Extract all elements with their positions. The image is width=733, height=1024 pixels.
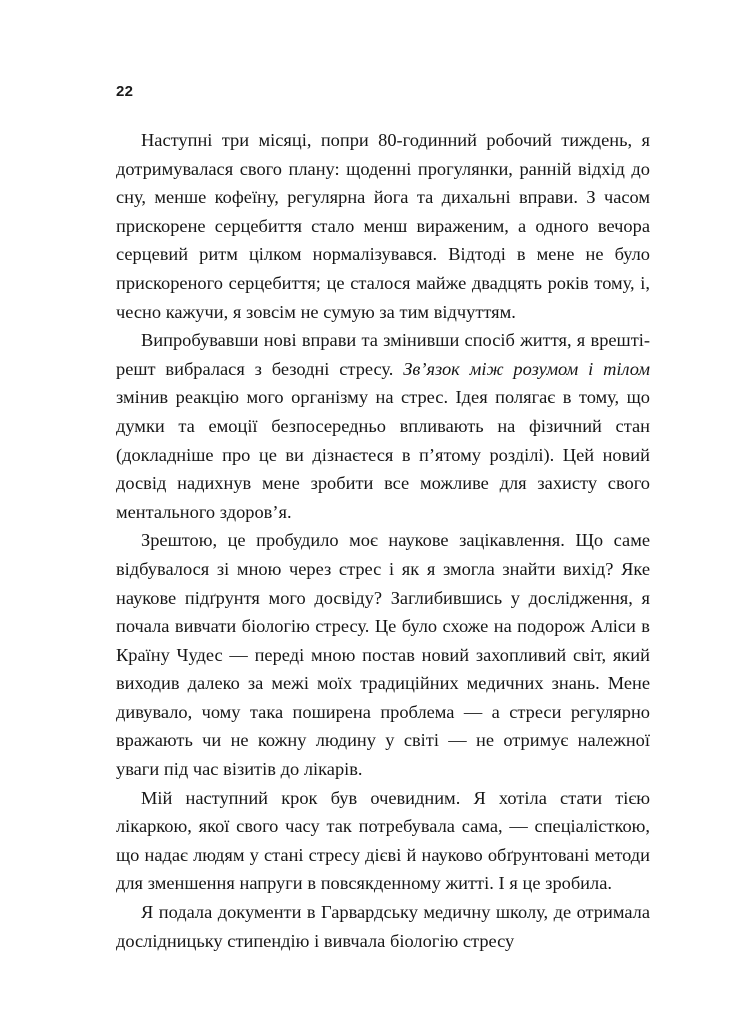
paragraph-4: Мій наступний крок був очевидним. Я хотіла стати тією лікаркою, якої свого часу так потребувала сама, — спеціалісткою, що надає людям у стані стресу дієві й науково обґрунтовані методи для зменшення напруги в повсякденному житті. І я це зробила. bbox=[116, 787, 650, 894]
paragraph-2 bbox=[116, 326, 650, 526]
paragraph-3: Зрештою, це пробудило моє наукове зацікавлення. Що саме відбувалося зі мною через стрес і як я змогла знайти вихід? Яке наукове підґрунтя мого досвіду? Заглибившись у дослідження, я почала вивчати біологію стресу. Це було схоже на подорож Аліси в Країну Чудес — переді мною постав новий захопливий світ, який виходив далеко за межі моїх традиційних медичних знань. Мене дивувало, чому така поширена проблема — а стреси регулярно вражають чи не кожну людину у світі — не отримує належної уваги під час візитів до лікарів. bbox=[116, 530, 650, 780]
page-number: 22 bbox=[116, 83, 134, 100]
paragraph-2-emphasis: Зв’язок між розумом і тілом bbox=[403, 358, 650, 379]
paragraph-5: Я подала документи в Гарвардську медичну школу, де отримала дослідницьку стипендію і вивчала біологію стресу bbox=[116, 902, 650, 951]
paragraph-2-tail: змінив реакцію мого організму на стрес. Ідея полягає в тому, що думки та емоції безпосередньо впливають на фізичний стан (докладніше про це ви дізнаєтеся в п’ятому розділі). Цей новий досвід надихнув мене зробити все можливе для захисту свого ментального здоров’я. bbox=[116, 387, 650, 522]
paragraph-1: Наступні три місяці, попри 80-годинний робочий тиждень, я дотримувалася свого плану: щоденні прогулянки, ранній відхід до сну, менше кофеїну, регулярна йога та дихальні вправи. З часом прискорене серцебиття стало менш вираженим, а одного вечора серцевий ритм цілком нормалізувався. Відтоді в мене не було прискореного серцебиття; це сталося майже двадцять років тому, і, чесно кажучи, я зовсім не сумую за тим відчуттям. bbox=[116, 130, 650, 322]
paragraph-2-lead: Випробувавши нові вправи та змінивши спосіб життя, я врешті-решт вибралася з безодні стресу. bbox=[116, 330, 650, 379]
body-text-block bbox=[116, 126, 650, 955]
